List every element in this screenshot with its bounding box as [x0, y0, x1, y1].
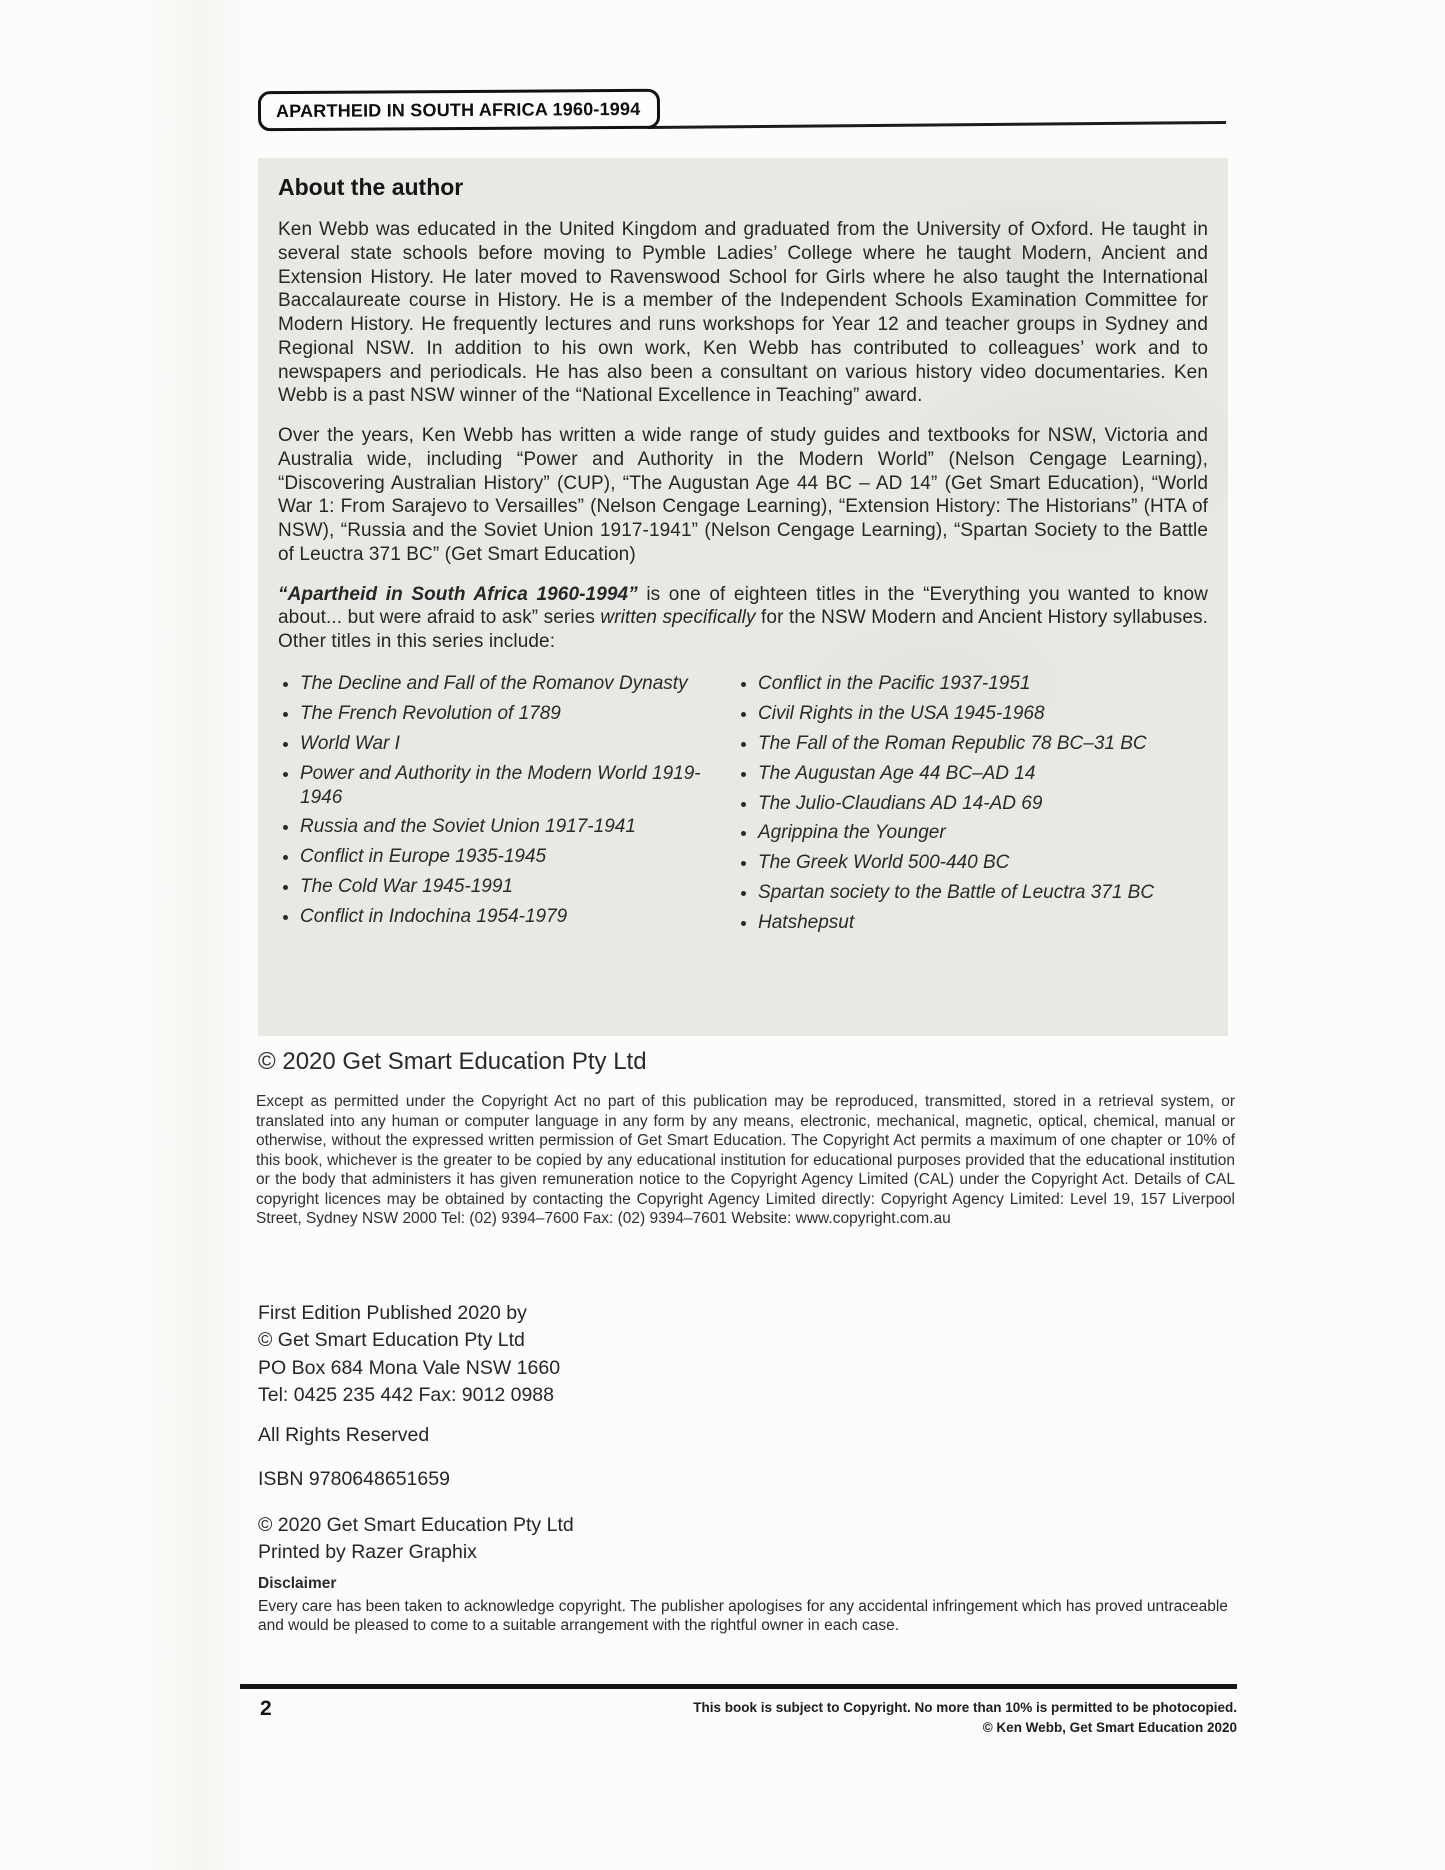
list-item: • Agrippina the Younger: [758, 821, 1208, 845]
list-item: • Hatshepsut: [758, 911, 1208, 935]
list-item: • The Greek World 500-440 BC: [758, 851, 1208, 875]
list-item: • Conflict in the Pacific 1937-1951: [758, 672, 1208, 696]
printed-by-line: Printed by Razer Graphix: [258, 1541, 477, 1564]
about-author-box: [258, 158, 1228, 1036]
isbn-line: ISBN 9780648651659: [258, 1468, 450, 1490]
about-heading: About the author: [278, 174, 464, 200]
publisher-block: [258, 1300, 1235, 1409]
series-title-column-right: [736, 672, 1208, 941]
list-item: • The Augustan Age 44 BC–AD 14: [758, 762, 1208, 786]
series-paragraph-italic: written specifically: [600, 607, 756, 629]
footer-copyright-notice: [537, 1698, 1237, 1739]
publisher-line: First Edition Published 2020 by: [258, 1302, 527, 1324]
footer-rule: [240, 1684, 1237, 1689]
disclaimer-heading: Disclaimer: [258, 1575, 337, 1592]
list-item: • Power and Authority in the Modern World 1919-1946: [300, 762, 718, 810]
header-tab: APARTHEID IN SOUTH AFRICA 1960-1994: [258, 89, 661, 131]
series-title-columns: [278, 672, 1208, 941]
legal-copyright-text: Except as permitted under the Copyright Act no part of this publication may be reproduced, transmitted, stored in a retrieval system, or translated into any human or computer language in any form by any means, electronic, mechanical, magnetic, optical, chemical, manual or otherwise, without the expressed written permission of Get Smart Education. The Copyright Act permits a maximum of one chapter or 10% of this book, whichever is the greater to be copied by any educational institution for educational purposes provided that the educational institution or the body that administers it has given remuneration notice to the Copyright Agency Limited (CAL) under the Copyright Act. Details of CAL copyright licences may be obtained by contacting the Copyright Agency Limited directly: Copyright Agency Limited: Level 19, 157 Liverpool Street, Sydney NSW 2000 Tel: (02) 9394–7600 Fax: (02) 9394–7601 Website: www.copyright.com.au: [256, 1093, 1235, 1228]
series-title-column-left: [278, 672, 718, 941]
disclaimer-text: Every care has been taken to acknowledge copyright. The publisher apologises for any accidental infringement which has proved untraceable and would be pleased to come to a suitable arrangement with the rightful owner in each case.: [258, 1597, 1228, 1635]
disclaimer-block: [258, 1574, 1237, 1636]
list-item: • The Decline and Fall of the Romanov Dynasty: [300, 672, 718, 696]
copyright-line-2: © 2020 Get Smart Education Pty Ltd: [258, 1514, 574, 1536]
list-item: • The Cold War 1945-1991: [300, 875, 718, 899]
list-item: • Spartan society to the Battle of Leuctra 371 BC: [758, 881, 1208, 905]
series-title-list-right: [736, 672, 1208, 935]
list-item: • World War I: [300, 732, 718, 756]
footer-copyright-line-1: This book is subject to Copyright. No more than 10% is permitted to be photocopied.: [693, 1700, 1237, 1715]
series-paragraph-tail: for the NSW Modern and Ancient History syllabuses. Other titles in this series include:: [278, 607, 1208, 652]
copyright-line: © 2020 Get Smart Education Pty Ltd: [258, 1048, 647, 1075]
series-paragraph: [278, 583, 1208, 654]
author-paragraph-2: Over the years, Ken Webb has written a wide range of study guides and textbooks for NSW, Victoria and Australia wide, including “Power and Authority in the Modern World” (Nelson Cengage Learning), “Discovering Australian History” (CUP), “The Augustan Age 44 BC – AD 14” (Get Smart Education), “World War 1: From Sarajevo to Versailles” (Nelson Cengage Learning), “Extension History: The Historians” (HTA of NSW), “Russia and the Soviet Union 1917-1941” (Nelson Cengage Learning), “Spartan Society to the Battle of Leuctra 371 BC” (Get Smart Education): [278, 425, 1208, 565]
list-item: • Conflict in Europe 1935-1945: [300, 845, 718, 869]
list-item: • The French Revolution of 1789: [300, 702, 718, 726]
series-title-list-left: [278, 672, 718, 929]
list-item: • Civil Rights in the USA 1945-1968: [758, 702, 1208, 726]
list-item: • The Julio-Claudians AD 14-AD 69: [758, 792, 1208, 816]
copyright-printer-block: [258, 1512, 1235, 1567]
list-item: • Russia and the Soviet Union 1917-1941: [300, 815, 718, 839]
list-item: • The Fall of the Roman Republic 78 BC–31 BC: [758, 732, 1208, 756]
publisher-line: Tel: 0425 235 442 Fax: 9012 0988: [258, 1383, 554, 1406]
series-paragraph-mid: is one of eighteen titles in the “Everything you wanted to know about... but were afraid to ask” series: [278, 583, 1208, 629]
author-paragraph-1: Ken Webb was educated in the United Kingdom and graduated from the University of Oxford. He taught in several state schools before moving to Pymble Ladies’ College where he taught Modern, Ancient and Extension History. He later moved to Ravenswood School for Girls where he also taught the International Baccalaureate course in History. He is a member of the Independent Schools Examination Committee for Modern History. He frequently lectures and runs workshops for Year 12 and teacher groups in Sydney and Regional NSW. In addition to his own work, Ken Webb has contributed to colleagues’ work and to newspapers and periodicals. He has also been a consultant on various history video documentaries. Ken Webb is a past NSW winner of the “National Excellence in Teaching” award.: [278, 219, 1208, 407]
footer-copyright-line-2: © Ken Webb, Get Smart Education 2020: [982, 1720, 1237, 1736]
publisher-line: PO Box 684 Mona Vale NSW 1660: [258, 1356, 561, 1379]
header-rule: [648, 121, 1226, 129]
page-number: 2: [260, 1697, 272, 1720]
rights-reserved: All Rights Reserved: [258, 1424, 430, 1446]
publisher-line: © Get Smart Education Pty Ltd: [258, 1329, 525, 1352]
series-book-title: “Apartheid in South Africa 1960-1994”: [278, 583, 638, 605]
list-item: • Conflict in Indochina 1954-1979: [300, 905, 718, 929]
